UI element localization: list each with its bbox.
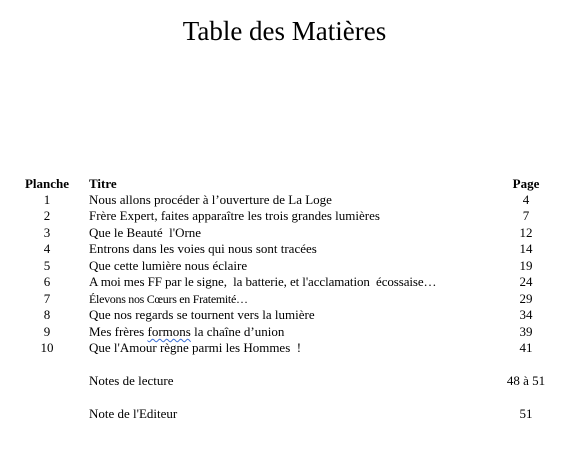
entry-title-part: Mes frères [89,324,148,339]
entry-page: 19 [519,258,533,273]
entry-title: Élevons nos Cœurs en Fratemité… [89,292,248,306]
entry-number: 2 [43,208,51,223]
entry-page: 7 [522,208,530,223]
entry-title: Que le Beauté l'Orne [89,225,202,240]
notes-page: 48 à 51 [506,373,546,388]
entry-page: 41 [519,340,533,355]
entry-number: 10 [40,340,54,355]
entry-number: 3 [43,225,51,240]
entry-number: 1 [43,192,51,207]
document-title: Table des Matières [182,16,387,46]
entry-title [89,324,284,340]
entry-number: 9 [43,324,51,339]
entry-page: 14 [519,241,533,256]
entry-title: A moi mes FF par le signe, la batterie, et l'acclamation écossaise… [89,274,437,289]
header-titre: Titre [89,176,117,191]
entry-page: 39 [519,324,533,339]
header-page: Page [512,176,540,191]
header-planche: Planche [24,176,70,191]
entry-number: 8 [43,307,51,322]
entry-number: 4 [43,241,51,256]
entry-title: Que nos regards se tournent vers la lumière [89,307,315,322]
entry-title: Que cette lumière nous éclaire [89,258,248,273]
entry-number: 6 [43,274,51,289]
entry-page: 24 [519,274,533,289]
entry-page: 12 [519,225,533,240]
spellcheck-marked-word: formons [147,324,191,339]
entry-number: 7 [43,291,51,306]
entry-page: 4 [522,192,530,207]
editor-note-title: Note de l'Editeur [89,406,178,421]
entry-title: Que l'Amour règne parmi les Hommes ! [89,340,302,355]
entry-title-part: la chaîne d’union [190,324,285,339]
entry-title: Frère Expert, faites apparaître les trois grandes lumières [89,208,380,223]
entry-page: 29 [519,291,533,306]
editor-note-page: 51 [519,406,533,421]
entry-title: Entrons dans les voies qui nous sont tracées [89,241,317,256]
entry-title: Nous allons procéder à l’ouverture de La Loge [89,192,332,207]
notes-title: Notes de lecture [89,373,174,388]
entry-number: 5 [43,258,51,273]
entry-page: 34 [519,307,533,322]
